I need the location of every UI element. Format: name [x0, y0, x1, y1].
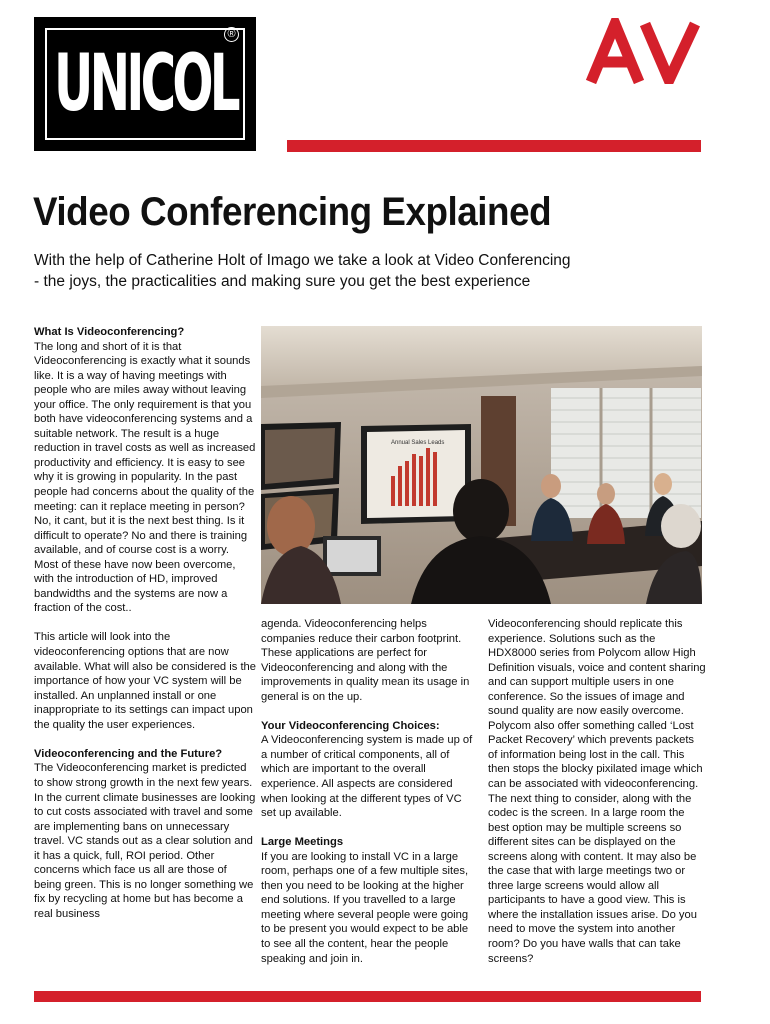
top-divider-bar [287, 140, 701, 152]
section-heading-future: Videoconferencing and the Future? [34, 747, 223, 760]
paragraph: agenda. Videoconferencing helps companies reduce their carbon footprint. These applications are perfect for Videoconferencing and along with the improvements in quality mean its usage in general is on the up. [261, 618, 470, 703]
article-column-2 [261, 617, 473, 981]
bottom-divider-bar [34, 991, 701, 1002]
paragraph: A Videoconferencing system is made up of a number of critical components, all of which are important to the overall experience. All aspects are considered when looking at the different types of VC set up available. [261, 734, 473, 820]
paragraph: The long and short of it is that Videoconferencing is exactly what it sounds like. It is a way of having meetings with people who are miles away without leaving your office. The only requirement is that you both have videoconferencing systems and a suitable network. The result is a huge reduction in travel costs as well as increased productivity and efficiency. It is easy to see why it is growing in popularity. In the past people had concerns about the quality of the meeting: can it replace meeting in person? No, it cant, but it is the next best thing. Is it difficult to operate? No and there is training available, and of course cost is a worry. Most of these have now been overcome, with the introduction of HD, improved bandwidths and the systems are now a fraction of the cost.. [34, 340, 256, 615]
subtitle [34, 250, 674, 292]
registered-mark: ® [224, 27, 239, 42]
section-heading-choices: Your Videoconferencing Choices: [261, 719, 440, 732]
subtitle-line-1: With the help of Catherine Holt of Imago we take a look at Video Conferencing [34, 252, 571, 269]
unicol-logo [34, 17, 256, 151]
article-column-1 [34, 325, 256, 936]
paragraph: This article will look into the videoconferencing options that are now available. What will also be considered is the importance of how your VC system will be installed. An unplanned install or one inappropriate to its settings can impact upon the quality the user experiences. [34, 631, 257, 731]
section-heading-what-is: What Is Videoconferencing? [34, 326, 185, 338]
logo-frame [45, 28, 245, 140]
chart-title: Annual Sales Leads [391, 440, 445, 446]
article-column-3 [488, 617, 706, 981]
av-logo [585, 18, 701, 84]
conference-room-illustration [261, 326, 702, 604]
paragraph: If you are looking to install VC in a large room, perhaps one of a few multiple sites, then you need to be looking at the higher end solutions. If you travelled to a large meeting where several people were going to be present you would expect to be able to see all the content, hear the people speaking and join in. [261, 850, 469, 965]
section-heading-large-meetings: Large Meetings [261, 836, 344, 849]
window-blinds [551, 388, 701, 518]
conference-room-photo [261, 326, 702, 604]
subtitle-line-2: - the joys, the practicalities and making sure you get the best experience [34, 273, 531, 290]
paragraph: The Videoconferencing market is predicted to show strong growth in the next few years. In the current climate businesses are looking to cut costs associated with travel and some are implementing bans on unnecessary travel. VC stands out as a clear solution and it has a quick, full, ROI period. Other concerns which face us all are those of being green. This is no longer something we fix by recycling at home but has become a real business [34, 762, 256, 920]
paragraph: Videoconferencing should replicate this experience. Solutions such as the HDX8000 series from Polycom allow High Definition visuals, voice and content sharing and can support multiple users in one conference. So the issues of image and sound quality are now easily overcome. Polycom also offer something called ‘Lost Packet Recovery’ which prevents packets of information being lost in the call. This then stops the blocky pixilated image which can be associated with videoconferencing. The next thing to consider, along with the codec is the screen. In a large room the best option may be multiple screens so different sites can be displayed on the screens along with content. It may also be the case that with large meetings two or three large screens would allow all participants to have a good view. This is where the installation issues arise. Do you need to move the system into another room? Do you have walls that can take screens? [488, 618, 706, 965]
av-logo-a [591, 24, 639, 82]
logo-wordmark: UNICOL [53, 39, 237, 129]
page-title: Video Conferencing Explained [33, 190, 552, 234]
av-logo-v [645, 24, 695, 80]
